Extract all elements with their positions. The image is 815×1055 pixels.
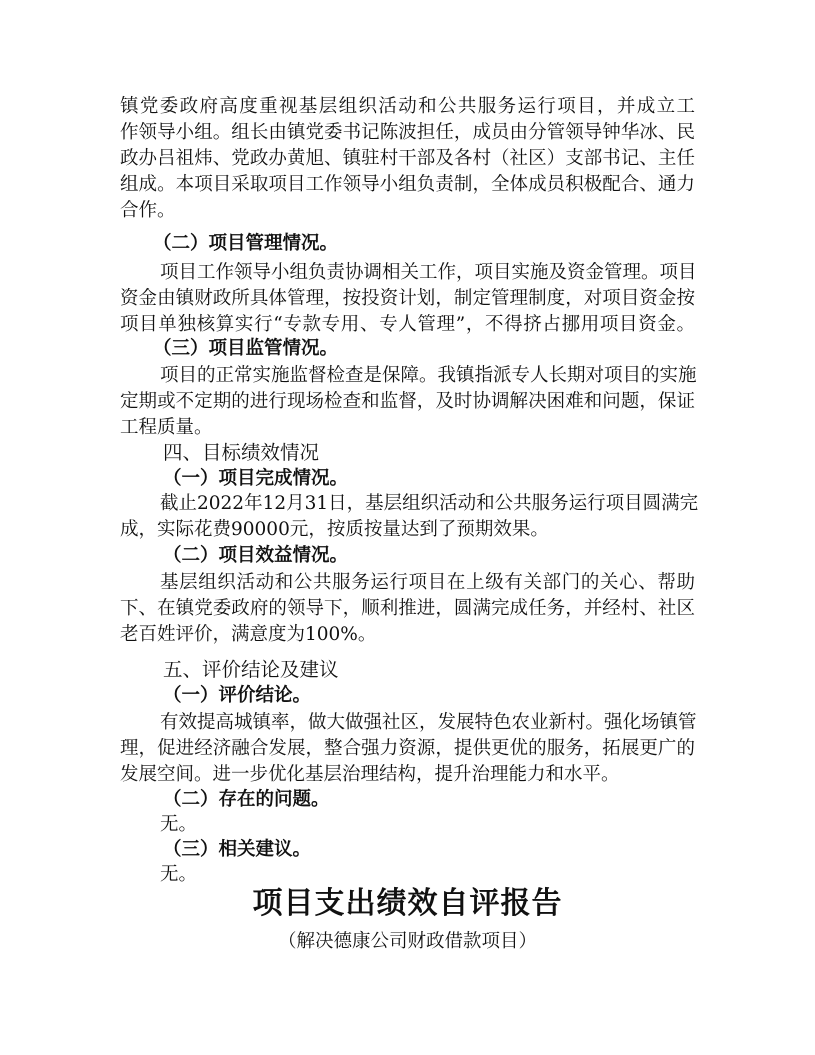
problems-heading: （二）存在的问题。 [163, 789, 330, 810]
conclusion-line-3: 发展空间。进一步优化基层治理结构，提升治理能力和水平。 [120, 764, 620, 785]
intro-line-3: 政办吕祖炜、党政办黄旭、镇驻村干部及各村（社区）支部书记、主任 [120, 148, 695, 169]
report-title: 项目支出绩效自评报告 [252, 886, 563, 921]
management-heading: （二）项目管理情况。 [153, 233, 339, 254]
supervision-line-2: 定期或不定期的进行现场检查和监督，及时协调解决困难和问题，保证 [120, 391, 695, 412]
intro-line-4: 组成。本项目采取项目工作领导小组负责制，全体成员积极配合、通力 [120, 174, 695, 195]
completion-heading: （一）项目完成情况。 [163, 468, 349, 489]
benefit-line-2: 下、在镇党委政府的领导下，顺利推进，圆满完成任务，并经村、社区 [120, 598, 695, 619]
intro-line-2: 作领导小组。组长由镇党委书记陈波担任，成员由分管领导钟华冰、民 [120, 122, 695, 143]
benefit-line-1: 基层组织活动和公共服务运行项目在上级有关部门的关心、帮助 [160, 572, 695, 593]
section5-heading: 五、评价结论及建议 [163, 658, 339, 681]
section4-heading: 四、目标绩效情况 [163, 441, 320, 464]
supervision-heading: （三）项目监管情况。 [153, 338, 339, 359]
report-subtitle: （解决德康公司财政借款项目） [277, 931, 537, 952]
completion-line-1: 截止2022年12月31日，基层组织活动和公共服务运行项目圆满完 [160, 493, 699, 514]
conclusion-line-2: 理，促进经济融合发展，整合强力资源，提供更优的服务，拓展更广的 [120, 738, 695, 759]
completion-line-2: 成，实际花费90000元，按质按量达到了预期效果。 [120, 519, 549, 540]
supervision-line-1: 项目的正常实施监督检查是保障。我镇指派专人长期对项目的实施 [160, 365, 697, 386]
management-line-3: 项目单独核算实行“专款专用、专人管理”，不得挤占挪用项目资金。 [120, 314, 695, 335]
suggestions-text: 无。 [160, 864, 198, 885]
benefit-heading: （二）项目效益情况。 [163, 545, 349, 566]
management-line-1: 项目工作领导小组负责协调相关工作，项目实施及资金管理。项目 [160, 262, 697, 283]
conclusion-heading: （一）评价结论。 [163, 685, 312, 706]
conclusion-line-1: 有效提高城镇率，做大做强社区，发展特色农业新村。强化场镇管 [160, 712, 697, 733]
intro-line-1: 镇党委政府高度重视基层组织活动和公共服务运行项目，并成立工 [120, 96, 695, 117]
benefit-line-3: 老百姓评价，满意度为100%。 [120, 624, 377, 645]
suggestions-heading: （三）相关建议。 [163, 839, 312, 860]
management-line-2: 资金由镇财政所具体管理，按投资计划，制定管理制度，对项目资金按 [120, 288, 695, 309]
intro-line-5: 合作。 [120, 200, 176, 221]
supervision-line-3: 工程质量。 [120, 417, 213, 438]
problems-text: 无。 [160, 814, 198, 835]
